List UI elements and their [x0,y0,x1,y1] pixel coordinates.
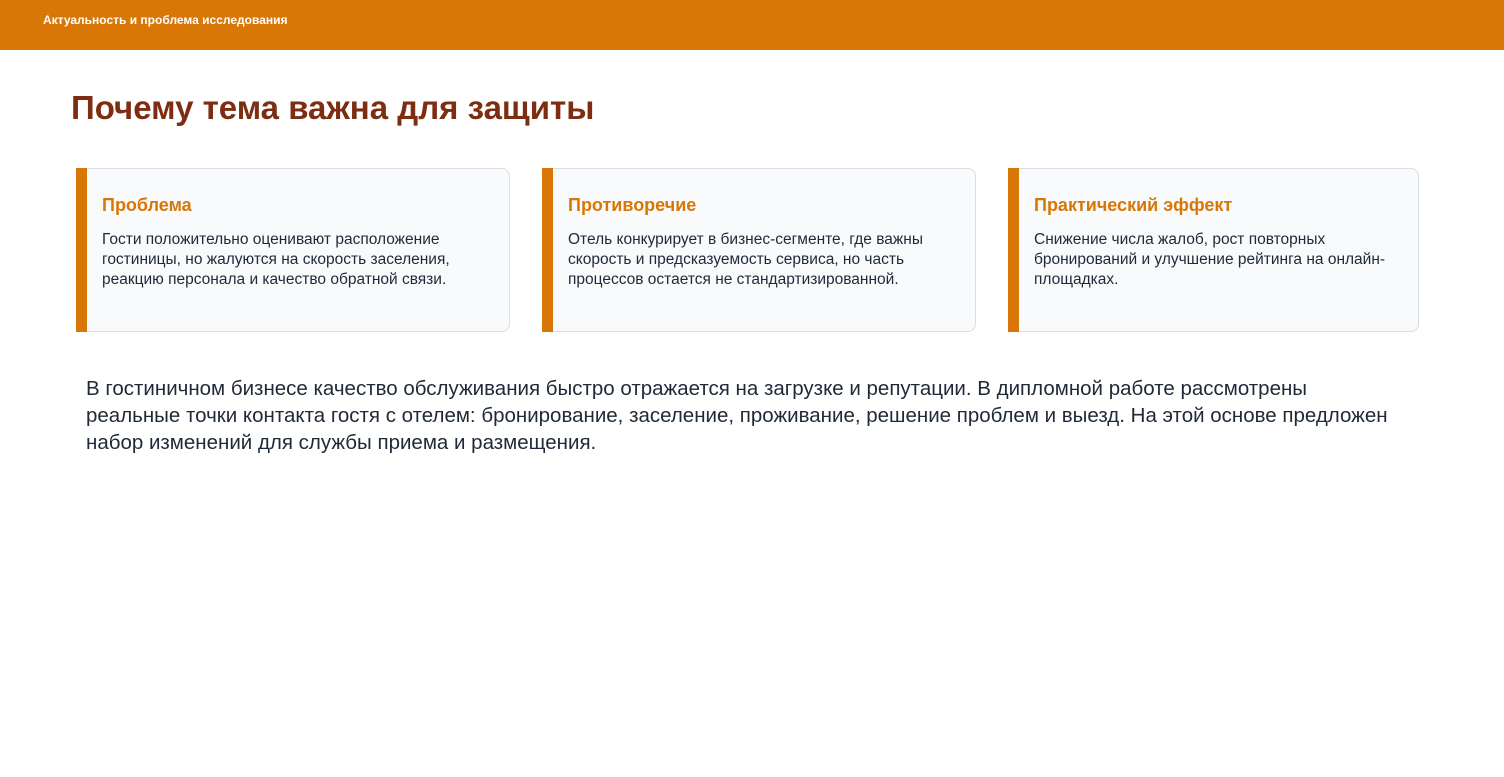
card-accent-bar [76,168,87,332]
card-accent-bar [542,168,553,332]
card-contradiction [542,168,976,332]
card-heading: Противоречие [568,195,697,215]
info-cards [76,168,1419,334]
card-problem [76,168,510,332]
card-heading: Проблема [102,195,192,215]
card-accent-bar [1008,168,1019,332]
card-text: Снижение числа жалоб, рост повторных бронирований и улучшение рейтинга на онлайн-площадках. [1034,231,1386,288]
header-title: Актуальность и проблема исследования [43,13,288,27]
body-paragraph: В гостиничном бизнесе качество обслуживания быстро отражается на загрузке и репутации. В дипломной работе рассмотрены реальные точки контакта гостя с отелем: бронирование, заселение, проживание, решение проблем и выезд. На этой основе предложен набор изменений для службы приема и размещения. [86,377,1388,454]
card-text: Гости положительно оценивают расположение гостиницы, но жалуются на скорость заселения, реакцию персонала и качество обратной связи. [102,231,450,288]
card-text: Отель конкурирует в бизнес-сегменте, где важны скорость и предсказуемость сервиса, но часть процессов остается не стандартизированной. [568,231,923,288]
card-heading: Практический эффект [1034,195,1233,215]
page-title: Почему тема важна для защиты [71,89,595,126]
card-practical-effect [1008,168,1419,332]
top-header-bar [0,0,1504,50]
